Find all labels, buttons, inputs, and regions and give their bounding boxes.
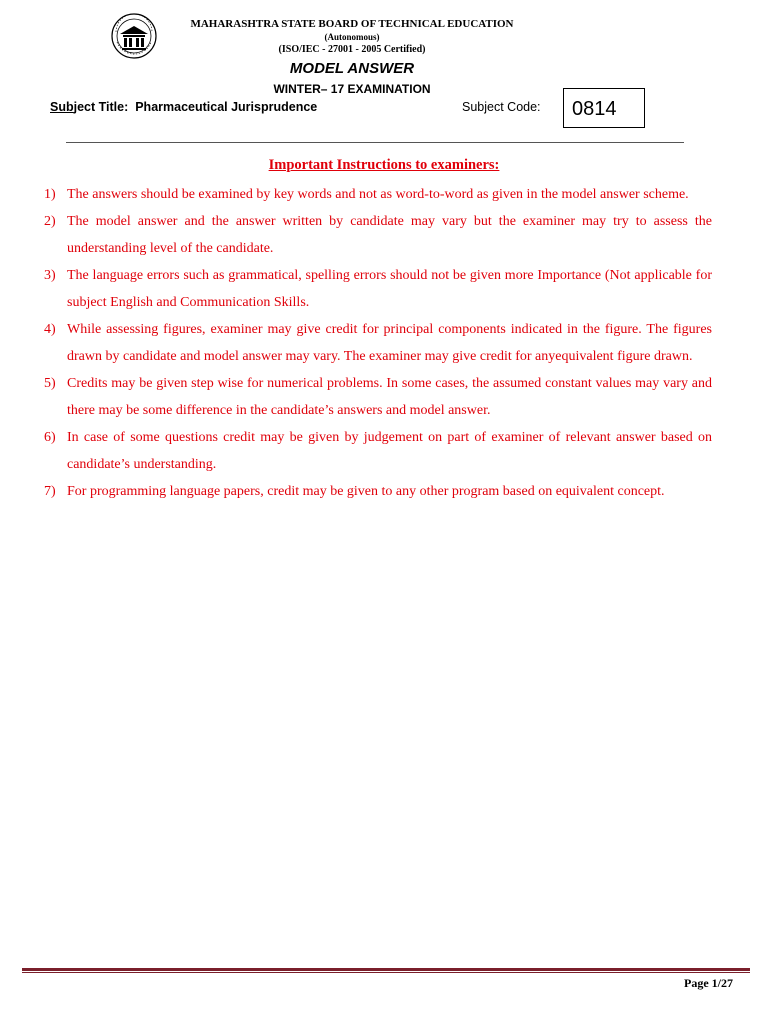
- instruction-text: The answers should be examined by key words and not as word-to-word as given in the model answer scheme.: [67, 187, 689, 202]
- instruction-text: The language errors such as grammatical, spelling errors should not be given more Importance (Not applicable for subject English and Communication Skills.: [67, 268, 712, 310]
- instruction-item: [44, 208, 712, 262]
- certification: (ISO/IEC - 27001 - 2005 Certified): [278, 44, 426, 55]
- page-number: Page 1/27: [684, 976, 733, 990]
- instruction-item: [44, 181, 712, 208]
- instruction-item: [44, 424, 712, 478]
- instructions-list: [44, 181, 712, 505]
- instruction-number: 7): [44, 484, 56, 499]
- subject-title: [50, 100, 317, 114]
- subject-title-prefix: ject Title:: [73, 100, 129, 114]
- instruction-item: [44, 262, 712, 316]
- exam-name: WINTER– 17 EXAMINATION: [273, 82, 431, 96]
- board-status: (Autonomous): [324, 32, 380, 42]
- instruction-number: 5): [44, 376, 56, 391]
- instruction-number: 1): [44, 187, 56, 202]
- subject-title-value: Pharmaceutical Jurisprudence: [135, 100, 318, 114]
- footer-divider: [22, 968, 750, 973]
- instruction-text: While assessing figures, examiner may give credit for principal components indicated in the figure. The figures drawn by candidate and model answer may vary. The examiner may give credit for anyequivalent figure drawn.: [67, 322, 712, 364]
- document-type: MODEL ANSWER: [289, 60, 415, 77]
- instruction-number: 3): [44, 268, 56, 283]
- subject-code-label: Subject Code:: [462, 100, 541, 114]
- instruction-text: The model answer and the answer written by candidate may vary but the examiner may try to assess the understanding level of the candidate.: [67, 214, 712, 256]
- instruction-text: For programming language papers, credit may be given to any other program based on equivalent concept.: [67, 484, 665, 499]
- instruction-number: 6): [44, 430, 56, 445]
- msbte-logo-icon: [110, 12, 158, 60]
- subject-title-prefix-underlined: Sub: [50, 100, 74, 114]
- instruction-item: [44, 478, 712, 505]
- instruction-item: [44, 316, 712, 370]
- header-divider: [66, 142, 684, 143]
- instruction-text: Credits may be given step wise for numerical problems. In some cases, the assumed constant values may vary and there may be some difference in the candidate’s answers and model answer.: [67, 376, 712, 418]
- instruction-text: In case of some questions credit may be given by judgement on part of examiner of relevant answer based on candidate’s understanding.: [67, 430, 712, 472]
- instruction-item: [44, 370, 712, 424]
- instructions-heading: Important Instructions to examiners:: [268, 157, 500, 173]
- subject-code-box: 0814: [563, 88, 645, 128]
- instruction-number: 2): [44, 214, 56, 229]
- instruction-number: 4): [44, 322, 56, 337]
- board-name: MAHARASHTRA STATE BOARD OF TECHNICAL EDUCATION: [190, 18, 514, 30]
